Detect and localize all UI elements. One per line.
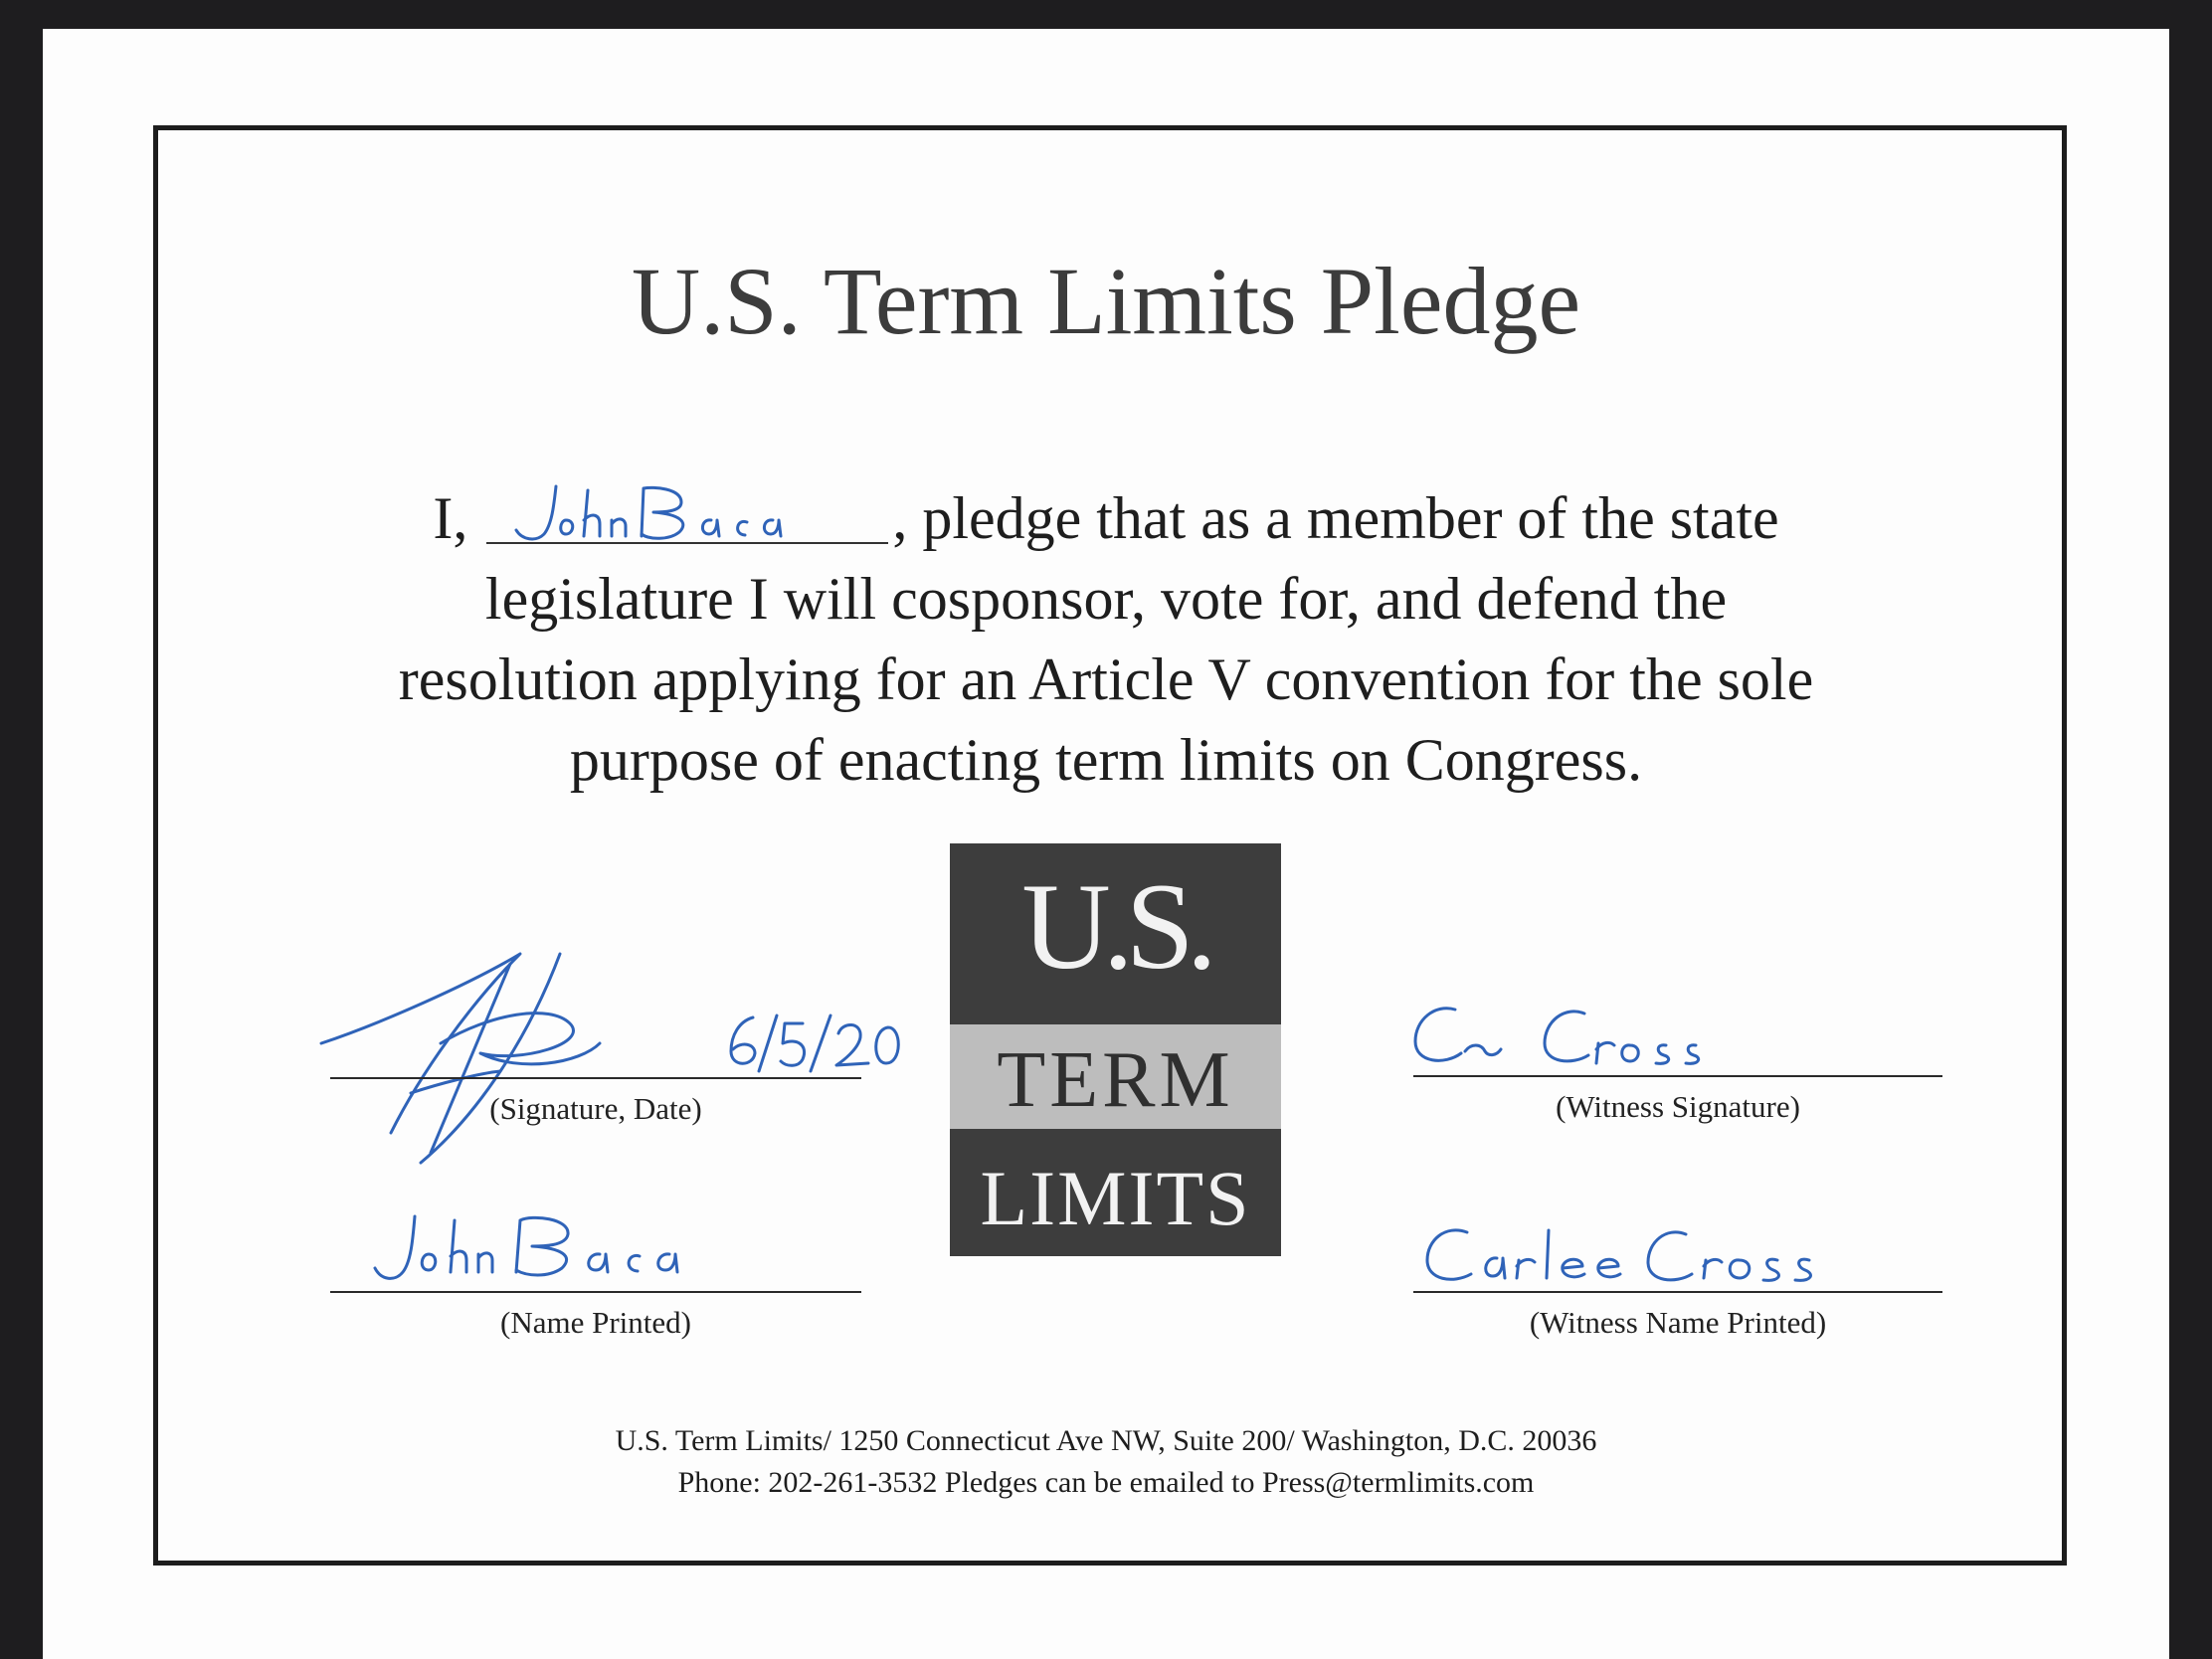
pledge-line-4: purpose of enacting term limits on Congress. — [569, 727, 1643, 793]
witness-name-handwriting — [1415, 1222, 1833, 1292]
witness-name-caption: (Witness Name Printed) — [1529, 1305, 1827, 1340]
witness-signature-handwriting — [1405, 1000, 1744, 1079]
pledge-suffix: , pledge that as a member of the state — [892, 485, 1779, 551]
footer-contact — [43, 1420, 2169, 1504]
pledge-prefix: I, — [433, 485, 468, 551]
document-page — [43, 29, 2169, 1659]
handwritten-name — [504, 480, 862, 550]
logo-term-text: TERM — [997, 1036, 1234, 1124]
signature-line — [330, 1077, 861, 1079]
logo-us-text: U.S. — [1021, 858, 1209, 995]
signature-caption: (Signature, Date) — [489, 1091, 702, 1126]
logo-limits-text: LIMITS — [980, 1155, 1251, 1241]
pledge-text — [43, 478, 2169, 801]
name-blank — [486, 478, 888, 538]
pledge-line-2: legislature I will cosponsor, vote for, and defend the — [484, 566, 1728, 632]
witness-name-line — [1413, 1291, 1942, 1293]
signature-scribble — [321, 914, 749, 1173]
witness-signature-line — [1413, 1075, 1942, 1077]
witness-signature-caption: (Witness Signature) — [1556, 1089, 1800, 1124]
us-term-limits-logo — [950, 843, 1281, 1256]
name-printed-caption: (Name Printed) — [500, 1305, 691, 1340]
pledge-line-1 — [43, 478, 2169, 559]
pledge-title: U.S. Term Limits Pledge — [631, 248, 1581, 354]
footer-phone-email: Phone: 202-261-3532 Pledges can be emailed to Press@termlimits.com — [677, 1466, 1535, 1499]
footer-address: U.S. Term Limits/ 1250 Connecticut Ave NW, Suite 200/ Washington, D.C. 20036 — [615, 1424, 1597, 1457]
name-printed-line — [330, 1291, 861, 1293]
name-printed-handwriting — [371, 1210, 769, 1290]
pledge-line-3: resolution applying for an Article V convention for the sole — [398, 646, 1814, 712]
signature-date — [719, 1012, 908, 1081]
